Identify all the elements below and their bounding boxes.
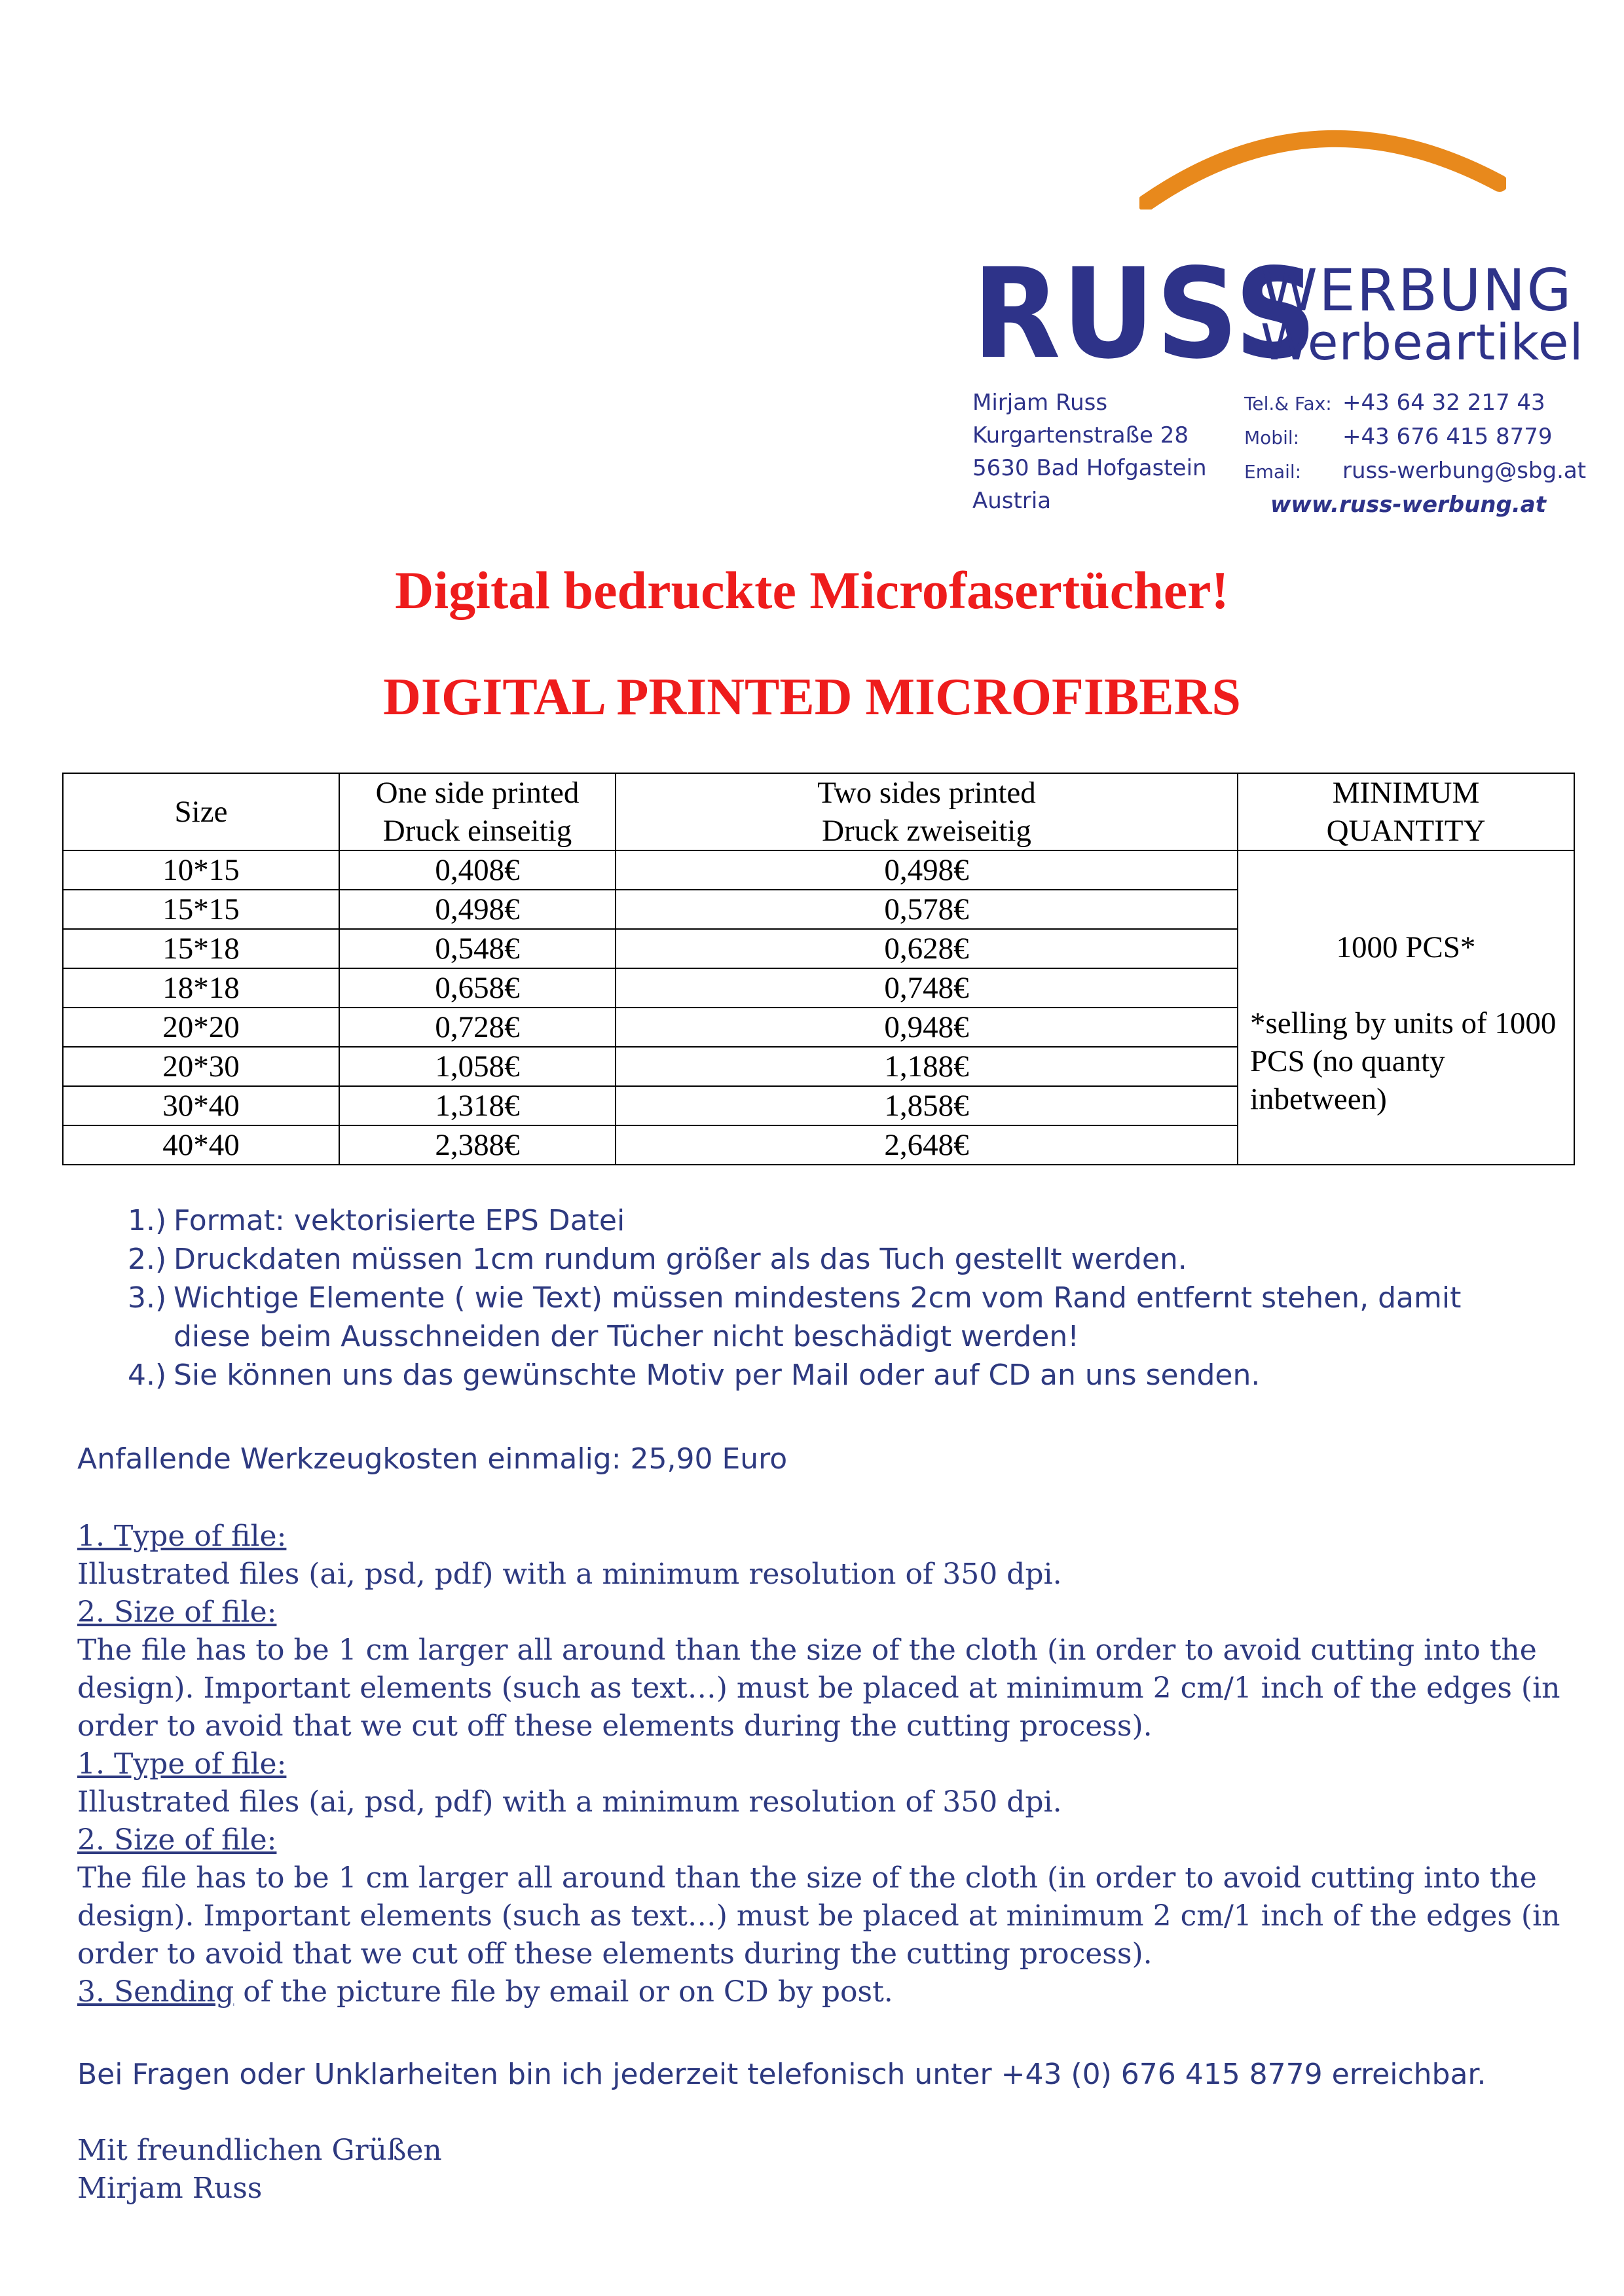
logo-werbeartikel-text: Werbeartikel: [1261, 313, 1584, 371]
cell-two-sides-price: 2,648€: [616, 1125, 1238, 1165]
logo-werbung-text: WERBUNG: [1261, 257, 1573, 324]
cell-two-sides-price: 1,858€: [616, 1086, 1238, 1125]
list-item-text: Druckdaten müssen 1cm rundum größer als das Tuch gestellt werden.: [174, 1243, 1187, 1276]
size-text: The file has to be 1 cm larger all around than the size of the cloth (in order to avoid cutting into the design). Important elements (such as text…) must be placed at minimum 2 cm/1 inch of the edges (in order to avoid that we cut off these elements during the cutting process).: [77, 1861, 1560, 1971]
table-header-row: [63, 773, 1574, 850]
file-spec-block-1: [77, 1518, 1583, 2011]
cell-two-sides-price: 0,578€: [616, 890, 1238, 929]
cell-size: 40*40: [63, 1125, 339, 1165]
list-item-number: 1.): [128, 1204, 167, 1237]
cell-one-side-price: 2,388€: [339, 1125, 616, 1165]
mobil-value: +43 676 415 8779: [1342, 424, 1553, 450]
list-item-text: Format: vektorisierte EPS Datei: [174, 1204, 625, 1237]
cell-two-sides-price: 0,628€: [616, 929, 1238, 968]
cell-size: 20*20: [63, 1008, 339, 1047]
cell-size: 30*40: [63, 1086, 339, 1125]
size-heading: 2. Size of file:: [77, 1823, 277, 1857]
tooling-cost: Anfallende Werkzeugkosten einmalig: 25,90 Euro: [77, 1442, 788, 1476]
cell-size: 10*15: [63, 850, 339, 890]
contact-name: Mirjam Russ: [972, 390, 1108, 416]
cell-size: 20*30: [63, 1047, 339, 1086]
header-two-sides: Two sides printed Druck zweiseitig: [616, 773, 1238, 850]
min-qty-value: 1000 PCS*: [1336, 930, 1476, 964]
mobil-label: Mobil:: [1244, 427, 1300, 448]
email-value: russ-werbung@sbg.at: [1342, 458, 1587, 484]
signature-name: Mirjam Russ: [77, 2172, 263, 2205]
cell-one-side-price: 0,548€: [339, 929, 616, 968]
contact-city: 5630 Bad Hofgastein: [972, 455, 1207, 481]
type-text: Illustrated files (ai, psd, pdf) with a minimum resolution of 350 dpi.: [77, 1785, 1062, 1819]
closing-block: [77, 2132, 1583, 2208]
contact-block: [1244, 386, 1586, 521]
size-heading: 2. Size of file:: [77, 1595, 277, 1629]
type-heading: 1. Type of file:: [77, 1520, 287, 1553]
cell-one-side-price: 0,658€: [339, 968, 616, 1008]
contact-country: Austria: [972, 488, 1052, 514]
cell-one-side-price: 0,498€: [339, 890, 616, 929]
logo-russ-text: RUSS: [972, 242, 1318, 386]
sending-heading: 3. Sending: [77, 1975, 234, 2009]
table-row: [63, 850, 1574, 890]
min-qty-note: *selling by units of 1000 PCS (no quanty inbetween): [1250, 1006, 1557, 1116]
list-item-number: 3.): [128, 1281, 167, 1315]
logo: [963, 177, 1587, 518]
cell-size: 15*15: [63, 890, 339, 929]
cell-one-side-price: 0,728€: [339, 1008, 616, 1047]
cell-minimum-quantity: [1238, 850, 1574, 1165]
list-item-text: Sie können uns das gewünschte Motiv per Mail oder auf CD an uns senden.: [174, 1358, 1261, 1392]
closing-greeting: Mit freundlichen Grüßen: [77, 2134, 442, 2167]
list-item-text: Wichtige Elemente ( wie Text) müssen mindestens 2cm vom Rand entfernt stehen, damit diese beim Ausschneiden der Tücher nicht beschädigt werden!: [174, 1281, 1462, 1353]
price-table: [62, 773, 1575, 1165]
header-one-side: One side printed Druck einseitig: [339, 773, 616, 850]
title-english: DIGITAL PRINTED MICROFIBERS: [383, 668, 1241, 726]
cell-one-side-price: 1,318€: [339, 1086, 616, 1125]
list-item: [128, 1201, 1536, 1240]
cell-two-sides-price: 1,188€: [616, 1047, 1238, 1086]
tel-label: Tel.& Fax:: [1244, 393, 1332, 414]
type-text: Illustrated files (ai, psd, pdf) with a minimum resolution of 350 dpi.: [77, 1558, 1062, 1591]
letterhead: [943, 111, 1587, 518]
website: www.russ-werbung.at: [1270, 492, 1546, 518]
tel-value: +43 64 32 217 43: [1342, 390, 1545, 416]
list-item-number: 4.): [128, 1358, 167, 1392]
cell-two-sides-price: 0,748€: [616, 968, 1238, 1008]
list-item: [128, 1279, 1536, 1356]
contact-street: Kurgartenstraße 28: [972, 422, 1189, 448]
cell-size: 15*18: [63, 929, 339, 968]
questions-text: Bei Fragen oder Unklarheiten bin ich jederzeit telefonisch unter +43 (0) 676 415 8779 erreichbar.: [77, 2058, 1486, 2091]
cell-two-sides-price: 0,498€: [616, 850, 1238, 890]
sending-text: of the picture file by email or on CD by post.: [234, 1975, 893, 2009]
title-german: Digital bedruckte Microfasertücher!: [395, 560, 1229, 620]
cell-two-sides-price: 0,948€: [616, 1008, 1238, 1047]
address-block: [972, 386, 1207, 517]
email-label: Email:: [1244, 461, 1302, 483]
sending-line: [77, 1973, 1583, 2011]
list-item: [128, 1240, 1536, 1279]
cell-one-side-price: 1,058€: [339, 1047, 616, 1086]
list-item-number: 2.): [128, 1243, 167, 1276]
list-item: [128, 1356, 1536, 1394]
instructions-list: [128, 1201, 1536, 1394]
type-heading: 1. Type of file:: [77, 1747, 287, 1781]
header-minimum-quantity: MINIMUM QUANTITY: [1238, 773, 1574, 850]
size-text: The file has to be 1 cm larger all around than the size of the cloth (in order to avoid cutting into the design). Important elements (such as text…) must be placed at minimum 2 cm/1 inch of the edges (in order to avoid that we cut off these elements during the cutting process).: [77, 1633, 1560, 1743]
cell-one-side-price: 0,408€: [339, 850, 616, 890]
cell-size: 18*18: [63, 968, 339, 1008]
header-size: Size: [63, 773, 339, 850]
